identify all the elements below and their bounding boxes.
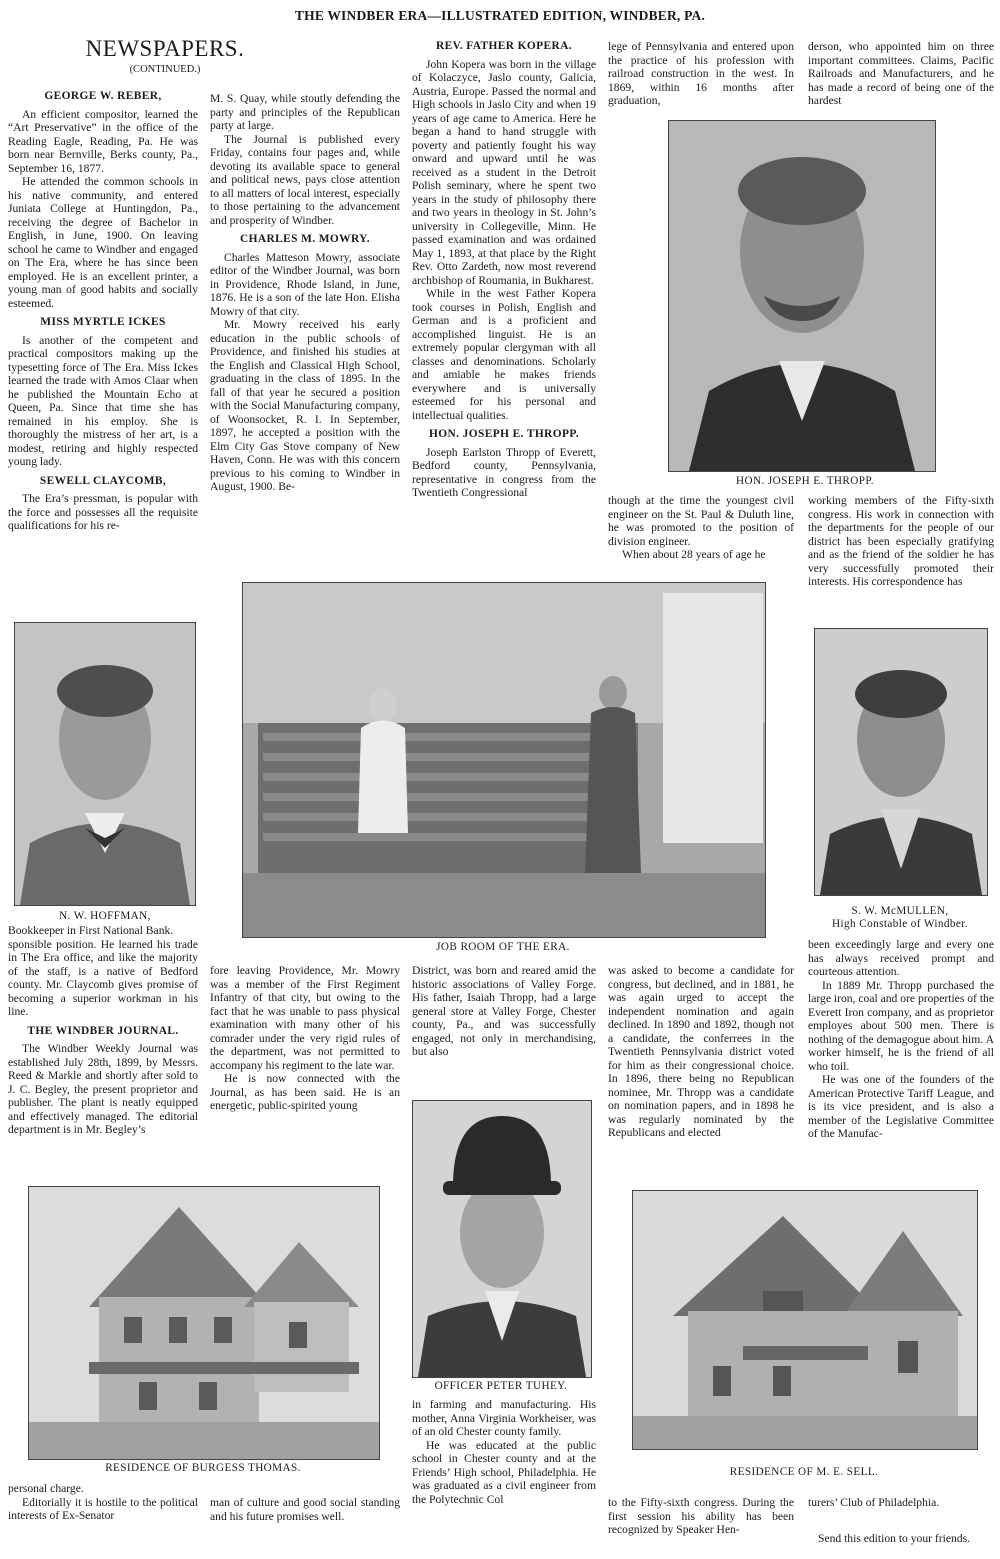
kopera-paragraph-2: While in the west Father Kopera took courses in Polish, English and German and is a proficient and accomplished linguist. He is an extremely popular clergyman with all classes and denominations. Scholarly and amiable he makes friends everywhere and is universally esteemed for his personal and intellectual qualities. xyxy=(412,287,596,422)
job-room-caption: JOB ROOM OF THE ERA. xyxy=(436,941,570,953)
article-column-5-lower xyxy=(808,938,994,1141)
mcmullen-portrait-photo xyxy=(814,628,988,896)
ickes-paragraph: Is another of the competent and practical compositors making up the typesetting force of The Era. Miss Ickes learned the trade with Amos Claar when he published the Mountain Echo at Queen, Pa. Since that time she has remained in his employ. She is thoroughly the mistress of her art, is a modest, retiring and highly respected young lady. xyxy=(8,333,198,468)
house-image xyxy=(633,1191,977,1449)
portrait-image xyxy=(669,121,935,471)
mowry-paragraph-4: He is now connected with the Journal, as has been said. He is an energetic, public-spirited young xyxy=(210,1072,400,1112)
hoffman-caption: N. W. HOFFMAN, xyxy=(59,910,151,922)
thropp-paragraph-1: Joseph Earlston Thropp of Everett, Bedford county, Pennsylvania, representative in congress from the Twentieth Congressional xyxy=(412,445,596,499)
sell-residence-photo xyxy=(632,1190,978,1450)
kopera-paragraph-1: John Kopera was born in the village of Kolaczyce, Jaslo county, Galicia, Austria, Europe. Passed the normal and High schools in Jaslo City and when 19 years of age came to America. Here he began a hand to hand struggle with poverty and patiently fought his way onward and upward until he was received as a student in the Detroit Polish seminary, where he spent two years in the study of philosophy there and two years in theology in St. John’s university in Collegeville, Minn. He passed examination and was ordained May 1, 1893, at that place by the Right Rev. Otto Zardeth, now most reverend archbishop of Roumania, in Bukharest. xyxy=(412,57,596,287)
claycomb-heading: SEWELL CLAYCOMB, xyxy=(39,474,167,487)
thropp-continued-10: He was one of the founders of the American Protective Tariff League, and is its vice president, and is also a member of the Legislative Committee of the Manufac- xyxy=(808,1073,994,1140)
thropp-continued-2: derson, who appointed him on three important committees. Claims, Pacific Railroads and Manufacturers, and he has made a record of being one of the hardest xyxy=(808,40,994,107)
thropp-continued-1: lege of Pennsylvania and entered upon the practice of his profession with railroad construction in the west. In 1869, within 16 months after graduation, xyxy=(608,40,794,107)
mcmullen-caption-title: High Constable of Windber. xyxy=(832,918,968,930)
article-column-5-middle xyxy=(808,494,994,589)
article-column-1-middle xyxy=(8,924,198,1137)
house-image xyxy=(29,1187,379,1459)
ickes-heading: MISS MYRTLE ICKES xyxy=(40,316,166,328)
article-column-5-top xyxy=(808,40,994,108)
article-column-2-top xyxy=(210,92,400,494)
closing-note: Send this edition to your friends. xyxy=(818,1532,970,1545)
article-column-4-top xyxy=(608,40,794,108)
quay-paragraph: M. S. Quay, while stoutly defending the party and principles of the Republican party at large. xyxy=(210,92,400,132)
job-room-photo xyxy=(242,582,766,938)
windber-journal-heading: THE WINDBER JOURNAL. xyxy=(27,1024,179,1037)
article-bottom-column-2 xyxy=(210,1496,400,1523)
article-column-1-top xyxy=(8,90,198,533)
article-bottom-column-4 xyxy=(608,1496,794,1537)
thropp-heading: HON. JOSEPH E. THROPP. xyxy=(429,428,579,440)
article-column-2-middle xyxy=(210,964,400,1113)
thropp-continued-8: been exceedingly large and every one has always received prompt and courteous attention. xyxy=(808,938,994,978)
tuhey-portrait-photo xyxy=(412,1100,592,1378)
thropp-caption: HON. JOSEPH E. THROPP. xyxy=(736,475,874,487)
thropp-continued-9: In 1889 Mr. Thropp purchased the large iron, coal and ore properties of the Everett Iron company, and as proprietor employes about 500 men. There is nothing of the demagogue about him. A worker himself, he is the friend of all who toil. xyxy=(808,978,994,1073)
mcmullen-caption-name: S. W. McMULLEN, xyxy=(851,905,949,917)
thropp-continued-12: He was educated at the public school in Chester county and at the Friends’ High school, Philadelphia. He was graduated as a civil engineer from the Polytechnic Col xyxy=(412,1438,596,1506)
reber-paragraph-2: He attended the common schools in his native community, and entered Juniata College at Huntingdon, Pa., receiving the degree of Bachelor in English, in June, 1900. On leaving school he came to Windber and engaged on The Era, where he has since been employed. He is an excellent printer, a young man of good habits and socially esteemed. xyxy=(8,175,198,310)
thropp-continued-5: working members of the Fifty-sixth congress. His work in connection with the departments for the people of our district has been especially gratifying and as the friend of the soldier he has very successfully promoted their interests. His correspondence has xyxy=(808,494,994,588)
windber-journal-editorial: Editorially it is hostile to the political interests of Ex-Senator xyxy=(8,1495,198,1522)
thropp-continued-3: though at the time the youngest civil engineer on the St. Paul & Duluth line, he was promoted to the position of division engineer. xyxy=(608,494,794,548)
portrait-image xyxy=(815,629,987,895)
article-column-3-lower xyxy=(412,1398,596,1506)
windber-journal-paragraph: The Windber Weekly Journal was established July 28th, 1899, by Messrs. Reed & Markle and shortly after sold to J. C. Begley, the present proprietor and publisher. The plant is neatly equipped and effectively managed. The editorial department is in Mr. Begley’s xyxy=(8,1042,198,1136)
thropp-portrait-photo xyxy=(668,120,936,472)
windber-journal-continued: personal charge. xyxy=(8,1482,84,1495)
thropp-continued-6: District, was born and reared amid the historic associations of Valley Forge. His father, Isaiah Thropp, had a large general store at Valley Forge, Chester county, Pa., and was successfully engaged, not only in merchandising, but also xyxy=(412,964,596,1058)
reber-heading: GEORGE W. REBER, xyxy=(44,90,162,102)
thropp-continued-13: to the Fifty-sixth congress. During the first session his ability has been recognized by Speaker Hen- xyxy=(608,1496,794,1536)
kopera-heading: REV. FATHER KOPERA. xyxy=(435,40,573,52)
thropp-continued-14: turers’ Club of Philadelphia. xyxy=(808,1496,940,1509)
page-header: THE WINDBER ERA—ILLUSTRATED EDITION, WINDBER, PA. xyxy=(294,8,706,23)
thropp-continued-11: in farming and manufacturing. His mother, Anna Virginia Workheiser, was of an old Chester county family. xyxy=(412,1398,596,1438)
article-bottom-column-5 xyxy=(808,1496,994,1510)
portrait-image xyxy=(413,1101,591,1377)
tuhey-caption: OFFICER PETER TUHEY. xyxy=(434,1380,568,1392)
article-column-3-top xyxy=(412,40,596,500)
mowry-paragraph-1: Charles Matteson Mowry, associate editor of the Windber Journal, was born in Providence, Rhode Island, in June, 1876. He is a son of the late Hon. Elisha Mowry of that city. xyxy=(210,250,400,318)
mowry-paragraph-2: Mr. Mowry received his early education in the public schools of Providence, and finished his studies at the English and Classical High School, graduating in the class of 1895. In the fall of that year he secured a position with the Social Manufacturing company, of Woonsocket, R. I. In September, 1897, he accepted a position with the Elm City Gas Stove company of New Haven, Conn. He was with this concern previous to his coming to Windber in August, 1900. Be- xyxy=(210,318,400,493)
article-column-4-middle xyxy=(608,494,794,562)
portrait-image xyxy=(15,623,195,905)
thropp-continued-4: When about 28 years of age he xyxy=(622,548,766,561)
article-bottom-column-1 xyxy=(8,1482,198,1523)
job-room-image xyxy=(243,583,765,937)
thropp-continued-7: was asked to become a candidate for congress, but declined, and in 1881, he was again urged to accept the independent nomination and again declined. In 1890 and 1892, though not a candidate, the conferrees in the Twentieth Pennsylvania district voted for him as their congressional choice. In 1896, there being no Republican nominee, Mr. Thropp was a candidate on nomination papers, and in 1898 he was regularly nominated by the Republicans and elected xyxy=(608,964,794,1139)
article-column-4-lower xyxy=(608,964,794,1140)
hoffman-portrait-photo xyxy=(14,622,196,906)
thomas-residence-photo xyxy=(28,1186,380,1460)
article-column-3-middle xyxy=(412,964,596,1059)
claycomb-paragraph-2: sponsible position. He learned his trade in The Era office, and like the majority of the staff, is a native of Bedford county. Mr. Claycomb gives promise of becoming a superior workman in his line. xyxy=(8,937,198,1018)
journal-paragraph: The Journal is published every Friday, contains four pages and, while devoting its available space to general and political news, pays close attention to all matters of local interest, especially to those pertaining to the advancement and prosperity of Windber. xyxy=(210,132,400,227)
section-title: NEWSPAPERS. xyxy=(85,36,245,61)
mowry-paragraph-3: fore leaving Providence, Mr. Mowry was a member of the First Regiment Infantry of that city, but owing to the fact that he was unable to pass physical examination with many other of his comrader under the very rigid rules of the department, was not permitted to accompany his regiment to the late war. xyxy=(210,964,400,1072)
section-subtitle: (CONTINUED.) xyxy=(129,64,201,75)
sell-residence-caption: RESIDENCE OF M. E. SELL. xyxy=(729,1466,879,1478)
thomas-residence-caption: RESIDENCE OF BURGESS THOMAS. xyxy=(105,1462,301,1474)
hoffman-caption-title: Bookkeeper in First National Bank. xyxy=(8,924,174,937)
mowry-heading: CHARLES M. MOWRY. xyxy=(239,233,370,245)
claycomb-paragraph-1: The Era’s pressman, is popular with the force and possesses all the requisite qualifications for his re- xyxy=(8,492,198,532)
reber-paragraph-1: An efficient compositor, learned the “Art Preservative” in the office of the Reading Eagle, Reading, Pa. He was born near Bernville, Berks county, Pa., September 16, 1877. xyxy=(8,107,198,175)
mowry-continued: man of culture and good social standing and his future promises well. xyxy=(210,1496,400,1523)
